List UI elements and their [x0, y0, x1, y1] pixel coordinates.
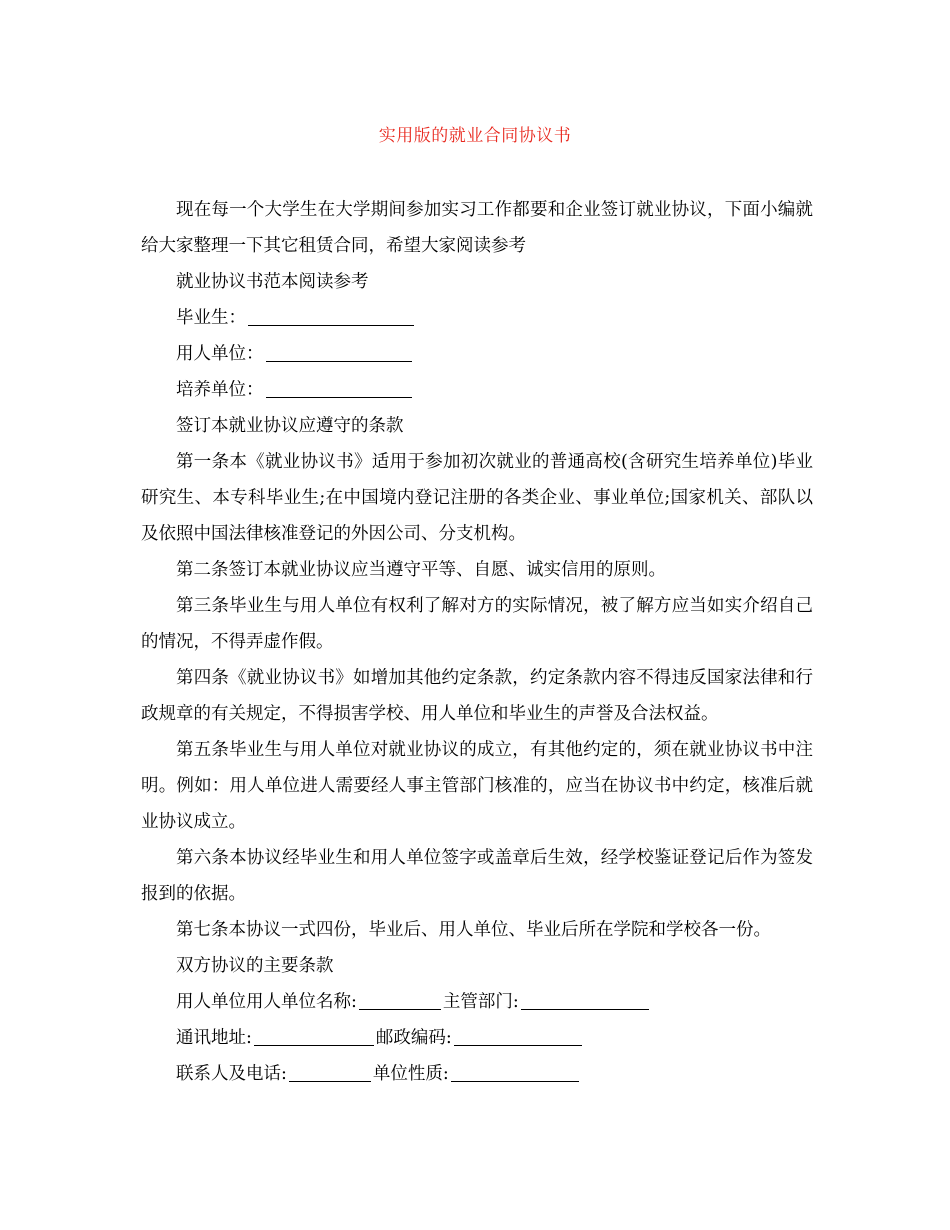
employer-field: [141, 336, 813, 372]
terms-heading: 签订本就业协议应遵守的条款: [176, 416, 404, 436]
graduate-label: 毕业生：: [176, 308, 246, 328]
postcode-blank: [454, 1027, 582, 1046]
training-unit-label: 培养单位：: [176, 380, 264, 400]
article-6: 第六条本协议经毕业生和用人单位签字或盖章后生效，经学校鉴证登记后作为签发报到的依据。: [141, 848, 813, 904]
training-unit-field: [141, 372, 813, 408]
contact-blank: [289, 1063, 371, 1082]
address-label: 通讯地址:: [176, 1028, 252, 1048]
address-row: [141, 1020, 813, 1056]
main-terms-heading: 双方协议的主要条款: [176, 956, 334, 976]
article-7: 第七条本协议一式四份，毕业后、用人单位、毕业后所在学院和学校各一份。: [176, 920, 771, 940]
article-2: 第二条签订本就业协议应当遵守平等、自愿、诚实信用的原则。: [176, 560, 666, 580]
unit-name-label: 用人单位用人单位名称:: [176, 992, 357, 1012]
contact-row: [141, 1056, 813, 1092]
dept-blank: [521, 991, 649, 1010]
article-1: 第一条本《就业协议书》适用于参加初次就业的普通高校(含研究生培养单位)毕业研究生、本专科毕业生;在中国境内登记注册的各类企业、事业单位;国家机关、部队以及依照中国法律核准登记的外因公司、分支机构。: [141, 452, 813, 544]
intro-paragraph: 现在每一个大学生在大学期间参加实习工作都要和企业签订就业协议，下面小编就给大家整理一下其它租赁合同，希望大家阅读参考: [141, 200, 813, 256]
unit-name-blank: [359, 991, 441, 1010]
sample-heading: 就业协议书范本阅读参考: [176, 272, 369, 292]
article-4: 第四条《就业协议书》如增加其他约定条款，约定条款内容不得违反国家法律和行政规章的有关规定，不得损害学校、用人单位和毕业生的声誉及合法权益。: [141, 668, 813, 724]
graduate-blank: [248, 307, 414, 326]
employer-label: 用人单位：: [176, 344, 264, 364]
dept-label: 主管部门:: [442, 992, 519, 1012]
article-5: 第五条毕业生与用人单位对就业协议的成立，有其他约定的，须在就业协议书中注明。例如：用人单位进人需要经人事主管部门核准的，应当在协议书中约定，核准后就业协议成立。: [141, 740, 813, 832]
unit-type-blank: [451, 1063, 579, 1082]
graduate-field: [141, 300, 813, 336]
document-body: [141, 192, 813, 1092]
document-title: 实用版的就业合同协议书: [378, 126, 572, 146]
article-3: 第三条毕业生与用人单位有权利了解对方的实际情况，被了解方应当如实介绍自己的情况，不得弄虚作假。: [141, 596, 813, 652]
unit-type-label: 单位性质:: [372, 1064, 449, 1084]
contact-label: 联系人及电话:: [176, 1064, 287, 1084]
training-unit-blank: [266, 379, 412, 398]
unit-name-row: [141, 984, 813, 1020]
employer-blank: [266, 343, 412, 362]
postcode-label: 邮政编码:: [375, 1028, 452, 1048]
address-blank: [254, 1027, 374, 1046]
